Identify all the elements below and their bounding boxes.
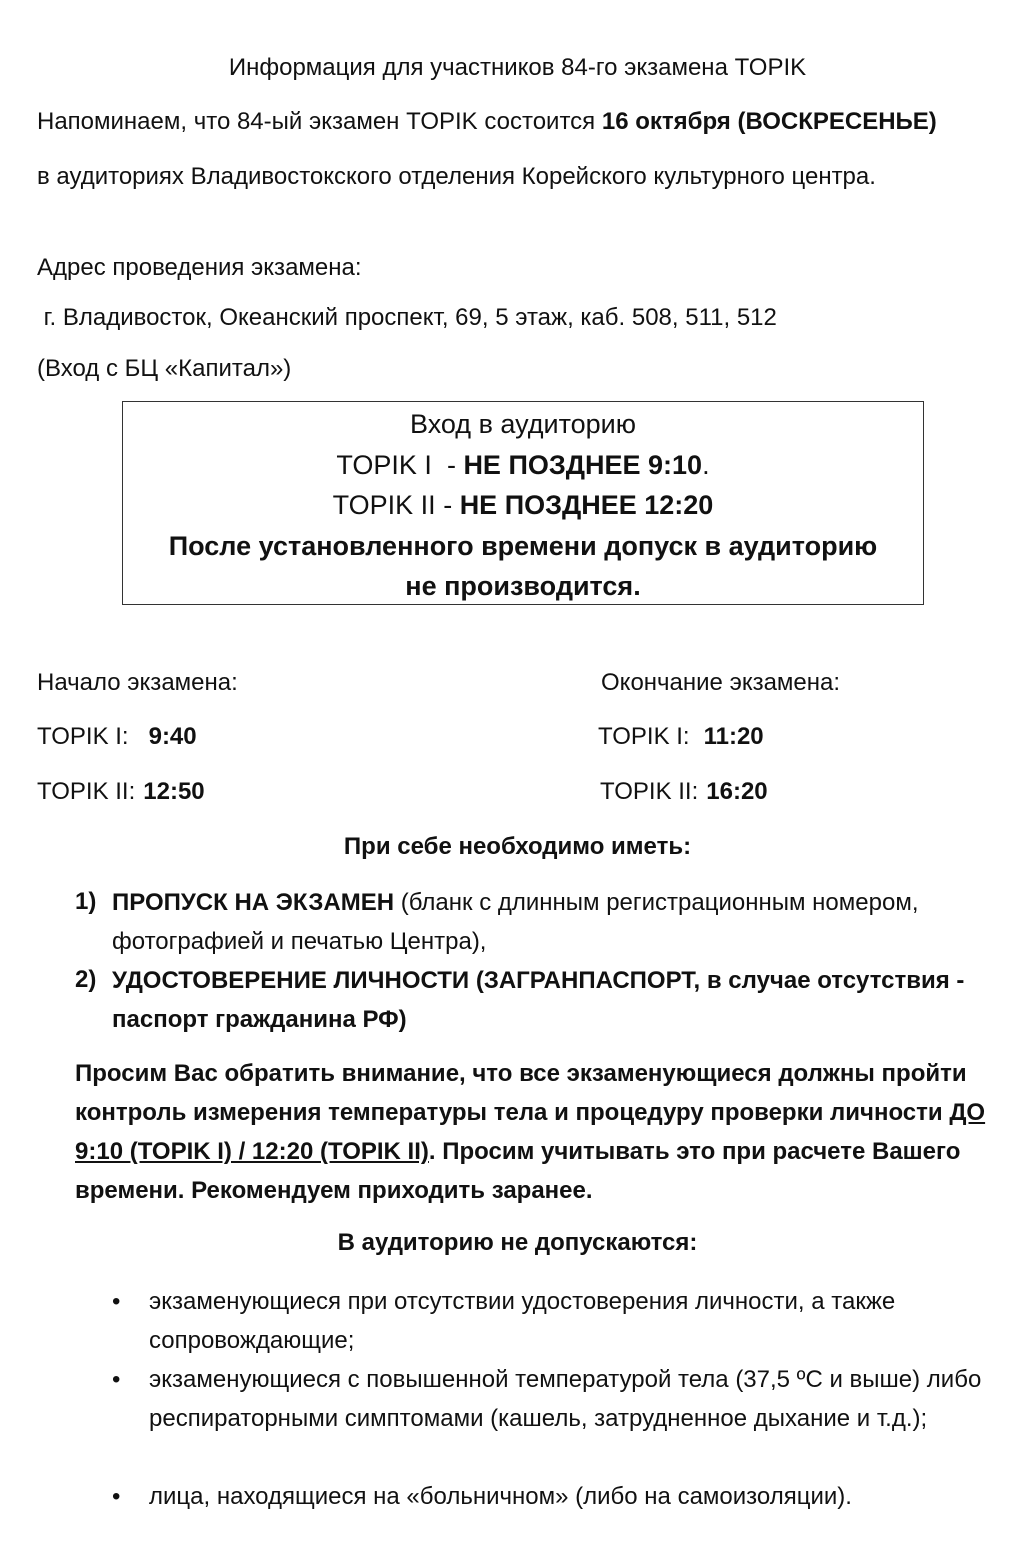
- bring-item-1: [112, 883, 1017, 961]
- address-label: Адрес проведения экзамена:: [37, 254, 362, 281]
- end-topik1-time: 11:20: [703, 723, 764, 750]
- not-admitted-item-2: экзаменующиеся с повышенной температурой тела (37,5 ºС и выше) либо респираторными симптомами (кашель, затрудненное дыхание и т.д.);: [149, 1366, 982, 1432]
- not-admitted-heading: В аудиторию не допускаются:: [337, 1229, 698, 1256]
- end-topik1: [598, 722, 764, 752]
- end-topik2-label: TOPIK II:: [600, 778, 699, 805]
- bullet-3: •: [112, 1483, 121, 1510]
- notice-text-2: . Просим учитывать это при расчете Вашего времени. Рекомендуем приходить заранее.: [75, 1138, 961, 1204]
- end-topik1-label: TOPIK I:: [598, 723, 690, 750]
- entry-topik2-time: НЕ ПОЗДНЕЕ 12:20: [459, 490, 714, 520]
- start-topik1-label: TOPIK I:: [37, 723, 129, 750]
- start-topik2-time: 12:50: [143, 778, 205, 805]
- entry-topik1-time: НЕ ПОЗДНЕЕ 9:10: [463, 450, 703, 480]
- notice-text-1: Просим Вас обратить внимание, что все экзаменующиеся должны пройти контроль измерения температуры тела и процедуру проверки личности: [75, 1060, 967, 1126]
- notice-paragraph: [75, 1054, 1010, 1210]
- entry-warning-1: После установленного времени допуск в аудиторию: [168, 531, 878, 561]
- end-topik2-time: 16:20: [706, 778, 768, 805]
- entry-box-heading: Вход в аудиторию: [409, 409, 636, 439]
- end-topik2: [600, 777, 768, 807]
- not-admitted-item-3: лица, находящиеся на «больничном» (либо на самоизоляции).: [149, 1483, 852, 1510]
- bullet-2: •: [112, 1366, 121, 1393]
- entry-topik1-suffix: .: [702, 450, 710, 480]
- address-entrance: (Вход с БЦ «Капитал»): [37, 355, 292, 382]
- page-title: Информация для участников 84-го экзамена TOPIK: [228, 54, 807, 81]
- entry-topik2: [123, 488, 923, 522]
- intro-text: Напоминаем, что 84-ый экзамен TOPIK состоится: [37, 108, 602, 135]
- end-label: Окончание экзамена:: [601, 669, 841, 696]
- start-topik2: [37, 777, 205, 807]
- entry-topik1: [123, 448, 923, 482]
- bring-item-2-number: 2): [75, 966, 97, 993]
- intro-line-1: [37, 107, 937, 137]
- start-label: Начало экзамена:: [37, 669, 238, 696]
- bring-item-1-title: ПРОПУСК НА ЭКЗАМЕН: [112, 889, 395, 916]
- not-admitted-item-1: экзаменующиеся при отсутствии удостоверения личности, а также сопровождающие;: [149, 1288, 896, 1354]
- bring-item-1-number: 1): [75, 888, 97, 915]
- bring-heading: При себе необходимо иметь:: [343, 833, 692, 860]
- start-topik2-label: TOPIK II:: [37, 778, 136, 805]
- exam-date: 16 октября (ВОСКРЕСЕНЬЕ): [601, 108, 937, 135]
- bring-item-2: УДОСТОВЕРЕНИЕ ЛИЧНОСТИ (ЗАГРАНПАСПОРТ, в случае отсутствия - паспорт гражданина РФ): [112, 967, 965, 1033]
- entry-topik2-label: TOPIK II -: [332, 490, 460, 520]
- address-value: г. Владивосток, Океанский проспект, 69, 5 этаж, каб. 508, 511, 512: [37, 304, 777, 331]
- bring-item-1-details: (бланк с длинным регистрационным номером, фотографией и печатью Центра),: [112, 889, 919, 955]
- entry-time-box: [122, 401, 924, 605]
- entry-warning-2: не производится.: [405, 571, 641, 601]
- entry-topik1-label: TOPIK I -: [336, 450, 464, 480]
- notice-deadline: ДО 9:10 (TOPIK I) / 12:20 (TOPIK II): [75, 1099, 986, 1165]
- intro-line-2: в аудиториях Владивостокского отделения Корейского культурного центра.: [37, 163, 876, 190]
- start-topik1-time: 9:40: [148, 723, 197, 750]
- start-topik1: [37, 722, 197, 752]
- bullet-1: •: [112, 1288, 121, 1315]
